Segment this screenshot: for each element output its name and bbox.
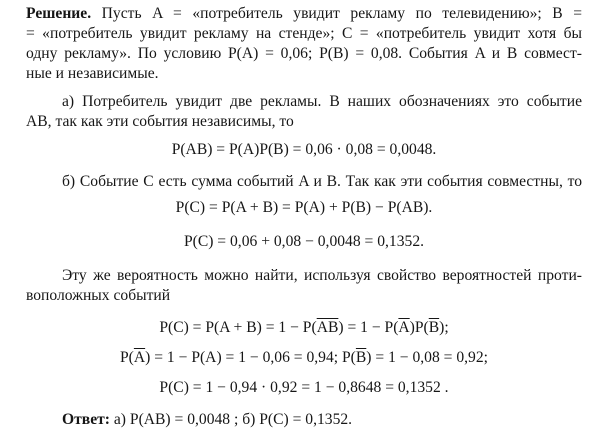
alt-f2-part-a: P( — [120, 349, 134, 366]
alternative-line-2: воположных событий — [26, 287, 171, 304]
part-a-line-1: а) Потребитель увидит две рекламы. В наших обозначениях это событие — [62, 93, 582, 110]
alt-f2-part-b: ) = 1 − P(A) = 1 − 0,06 = 0,94; P( — [145, 349, 356, 366]
alt-f1-overline-a: $\overline{A}$ — [398, 319, 410, 336]
alt-f1-overline-b: $\overline{B}$ — [428, 319, 440, 336]
part-b-formula-1: P(C) = P(A + B) = P(A) + P(B) − P(AB). — [175, 199, 433, 216]
alt-f1-part-a: P(C) = P(A + B) = 1 − P( — [159, 319, 317, 336]
part-a-line-2: AB, так как эти события независимы, то — [26, 113, 294, 130]
alternative-formula-3: P(C) = 1 − 0,94 · 0,92 = 1 − 0,8648 = 0,1352 . — [159, 379, 449, 396]
part-b-formula-2: P(C) = 0,06 + 0,08 − 0,0048 = 0,1352. — [183, 233, 425, 250]
solution-line-3: одну рекламу». По условию P(A) = 0,06; P(B) = 0,08. События A и B совмест- — [26, 45, 582, 62]
alt-f2-overline-a: $\overline{A}$ — [133, 349, 146, 366]
alt-f1-part-d: ); — [439, 319, 449, 336]
alternative-formula-2 — [26, 348, 582, 368]
solution-heading: Решение. — [26, 5, 92, 22]
part-b-line-1: б) Событие C есть сумма событий A и B. Так как эти события совместны, то — [62, 173, 582, 190]
answer-label: Ответ: — [62, 411, 110, 428]
part-a-formula: P(AB) = P(A)P(B) = 0,06 · 0,08 = 0,0048. — [171, 141, 437, 158]
alternative-line-1: Эту же вероятность можно найти, используя свойство вероятностей проти- — [62, 267, 582, 284]
answer-line — [62, 410, 582, 430]
solution-text-1: Пусть A = «потребитель увидит рекламу по телевидению»; B = — [101, 5, 583, 22]
alt-f2-part-c: ) = 1 − 0,08 = 0,92; — [366, 349, 488, 366]
solution-line-4: ные и независимые. — [26, 65, 159, 82]
alt-f1-part-b: ) = 1 − P( — [338, 319, 399, 336]
alt-f1-overline-ab: $\overline{AB}$ — [316, 319, 339, 336]
alt-f2-overline-b: $\overline{B}$ — [355, 349, 367, 366]
solution-line-1 — [26, 4, 582, 24]
solution-line-2: = «потребитель увидит рекламу на стенде»; C = «потребитель увидит хотя бы — [26, 25, 582, 42]
answer-text: а) P(AB) = 0,0048 ; б) P(C) = 0,1352. — [113, 411, 353, 428]
alternative-formula-1 — [26, 318, 582, 338]
alt-f1-part-c: )P( — [409, 319, 429, 336]
